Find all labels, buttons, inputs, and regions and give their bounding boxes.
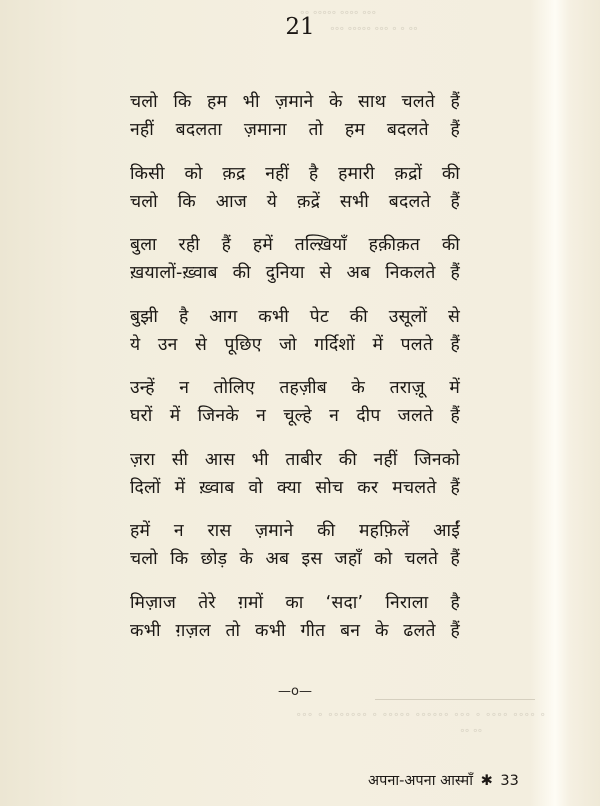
stanza: [130, 231, 460, 287]
poem-line: ख़यालों-ख़्वाब की दुनिया से अब निकलते हैं: [130, 263, 460, 283]
stanza: [130, 517, 460, 573]
poem-line: ज़रा सी आस भी ताबीर की नहीं जिनको: [130, 449, 460, 470]
running-footer: [368, 770, 519, 790]
poem-line: उन्हें न तोलिए तहज़ीब के तराज़ू में: [130, 378, 460, 398]
poem-line: मिज़ाज तेरे ग़मों का ‘सदा’ निराला है: [130, 592, 460, 613]
section-end-ornament: —o—: [278, 684, 312, 699]
poem-line: हमें न रास ज़माने की महफ़िलें आईं: [130, 521, 460, 541]
stanza: [130, 160, 460, 216]
stanza: [130, 446, 460, 502]
poem-line: दिलों में ख़्वाब वो क्या सोच कर मचलते हैं: [130, 477, 460, 498]
stanza: [130, 88, 460, 144]
stanza: [130, 374, 460, 430]
show-through-text: ॰॰ ॰ ॰ ॰॰॰ ॰॰॰॰॰ ॰॰॰: [330, 23, 418, 36]
ghazal-poem: [130, 88, 460, 660]
folio-number: 33: [500, 773, 519, 789]
show-through-text: ॰॰॰ ॰॰॰॰ ॰॰॰॰॰ ॰॰: [300, 7, 377, 20]
book-title: अपना-अपना आस्माँ: [368, 773, 473, 789]
poem-line: बुला रही हैं हमें तल्ख़ियाँ हक़ीक़त की: [130, 235, 460, 255]
poem-line: चलो कि छोड़ के अब इस जहाँ को चलते हैं: [130, 549, 460, 569]
show-through-text: ॰ ॰॰॰॰ ॰॰॰॰ ॰ ॰॰॰ ॰॰॰॰॰॰ ॰॰॰॰॰ ॰ ॰॰॰॰॰॰॰ ॰ ॰॰॰: [295, 709, 545, 722]
stanza: [130, 589, 460, 645]
poem-line: कभी ग़ज़ल तो कभी गीत बन के ढलते हैं: [130, 620, 460, 641]
asterisk-icon: ✱: [480, 773, 493, 789]
stanza: [130, 303, 460, 359]
show-through-rule: [375, 699, 535, 700]
page-number: 21: [285, 14, 315, 40]
poem-line: घरों में जिनके न चूल्हे न दीप जलते हैं: [130, 406, 460, 426]
poem-line: किसी को क़द्र नहीं है हमारी क़द्रों की: [130, 163, 460, 184]
poem-line: बुझी है आग कभी पेट की उसूलों से: [130, 306, 460, 327]
poem-line: चलो कि आज ये क़द्रें सभी बदलते हैं: [130, 191, 460, 212]
poem-line: ये उन से पूछिए जो गर्दिशों में पलते हैं: [130, 334, 460, 355]
poem-line: चलो कि हम भी ज़माने के साथ चलते हैं: [130, 92, 460, 112]
show-through-text: ॰॰ ॰॰: [460, 725, 483, 738]
poem-line: नहीं बदलता ज़माना तो हम बदलते हैं: [130, 120, 460, 140]
